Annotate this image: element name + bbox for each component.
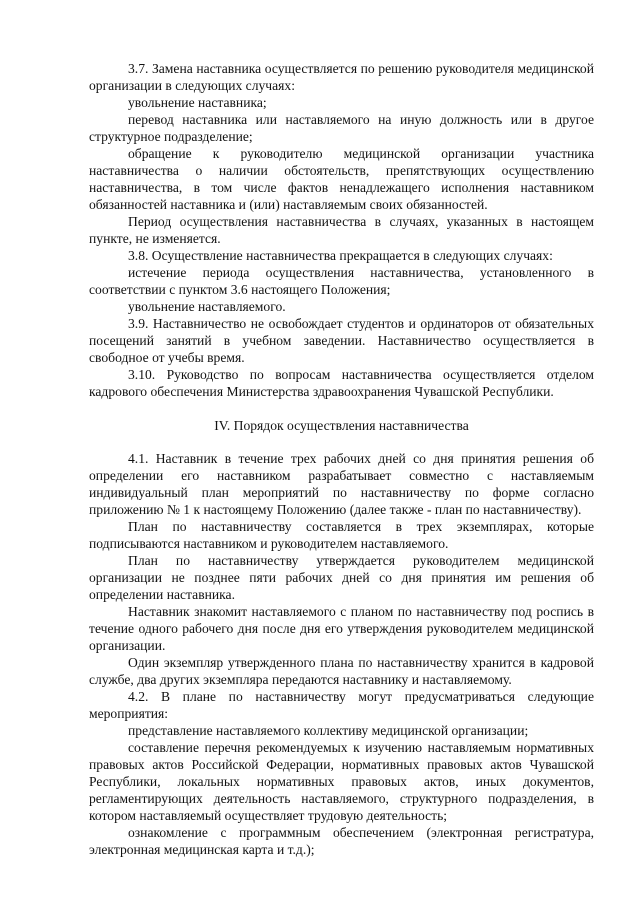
paragraph-3-9: 3.9. Наставничество не освобождает студентов и ординаторов от обязательных посещений занятий в учебном заведении. Наставничество осуществляется в свободное от учебы время.	[89, 316, 594, 365]
paragraph-plan-acquaint: Наставник знакомит наставляемого с планом по наставничеству под роспись в течение одного рабочего дня после дня его утверждения руководителем медицинской организации.	[89, 604, 594, 653]
paragraph-plan-storage: Один экземпляр утвержденного плана по наставничеству хранится в кадровой службе, два других экземпляра передаются наставнику и наставляемому.	[89, 655, 594, 687]
paragraph-dismissal-mentee: увольнение наставляемого.	[128, 299, 286, 314]
section-heading: IV. Порядок осуществления наставничества	[214, 418, 469, 433]
paragraph-acts-list: составление перечня рекомендуемых к изучению наставляемым нормативных правовых актов Российской Федерации, нормативных правовых актов Чувашской Республики, локальных нормативных правовых актов, иных документов, регламентирующих деятельность наставляемого, структурного подразделения, в котором наставляемый осуществляет трудовую деятельность;	[89, 740, 594, 823]
paragraph-plan-copies: План по наставничеству составляется в трех экземплярах, которые подписываются наставником и руководителем наставляемого.	[89, 519, 594, 551]
paragraph-introduction: представление наставляемого коллективу медицинской организации;	[128, 723, 529, 738]
paragraph-period-unchanged: Период осуществления наставничества в случаях, указанных в настоящем пункте, не изменяется.	[89, 214, 594, 246]
paragraph-software: ознакомление с программным обеспечением (электронная регистратура, электронная медицинская карта и т.д.);	[89, 825, 594, 857]
paragraph-3-10: 3.10. Руководство по вопросам наставничества осуществляется отделом кадрового обеспечения Министерства здравоохранения Чувашской Республики.	[89, 367, 594, 399]
paragraph-appeal: обращение к руководителю медицинской организации участника наставничества о наличии обстоятельств, препятствующих осуществлению наставничества, в том числе фактов ненадлежащего исполнения наставником обязанностей наставника и (или) наставляемым своих обязанностей.	[89, 146, 594, 212]
paragraph-3-7: 3.7. Замена наставника осуществляется по решению руководителя медицинской организации в следующих случаях:	[89, 61, 594, 93]
paragraph-3-8: 3.8. Осуществление наставничества прекращается в следующих случаях:	[128, 248, 553, 263]
paragraph-4-2: 4.2. В плане по наставничеству могут предусматриваться следующие мероприятия:	[89, 689, 594, 721]
paragraph-dismissal-mentor: увольнение наставника;	[128, 95, 267, 110]
paragraph-period-expiry: истечение периода осуществления наставничества, установленного в соответствии с пунктом 3.6 настоящего Положения;	[89, 265, 594, 297]
paragraph-plan-approval: План по наставничеству утверждается руководителем медицинской организации не позднее пяти рабочих дней со дня принятия им решения об определении наставника.	[89, 553, 594, 602]
paragraph-transfer: перевод наставника или наставляемого на иную должность или в другое структурное подразделение;	[89, 112, 594, 144]
paragraph-4-1: 4.1. Наставник в течение трех рабочих дней со дня принятия решения об определении его наставником разрабатывает совместно с наставляемым индивидуальный план мероприятий по наставничеству по форме согласно приложению № 1 к настоящему Положению (далее также - план по наставничеству).	[89, 451, 594, 517]
document-page	[89, 60, 594, 858]
